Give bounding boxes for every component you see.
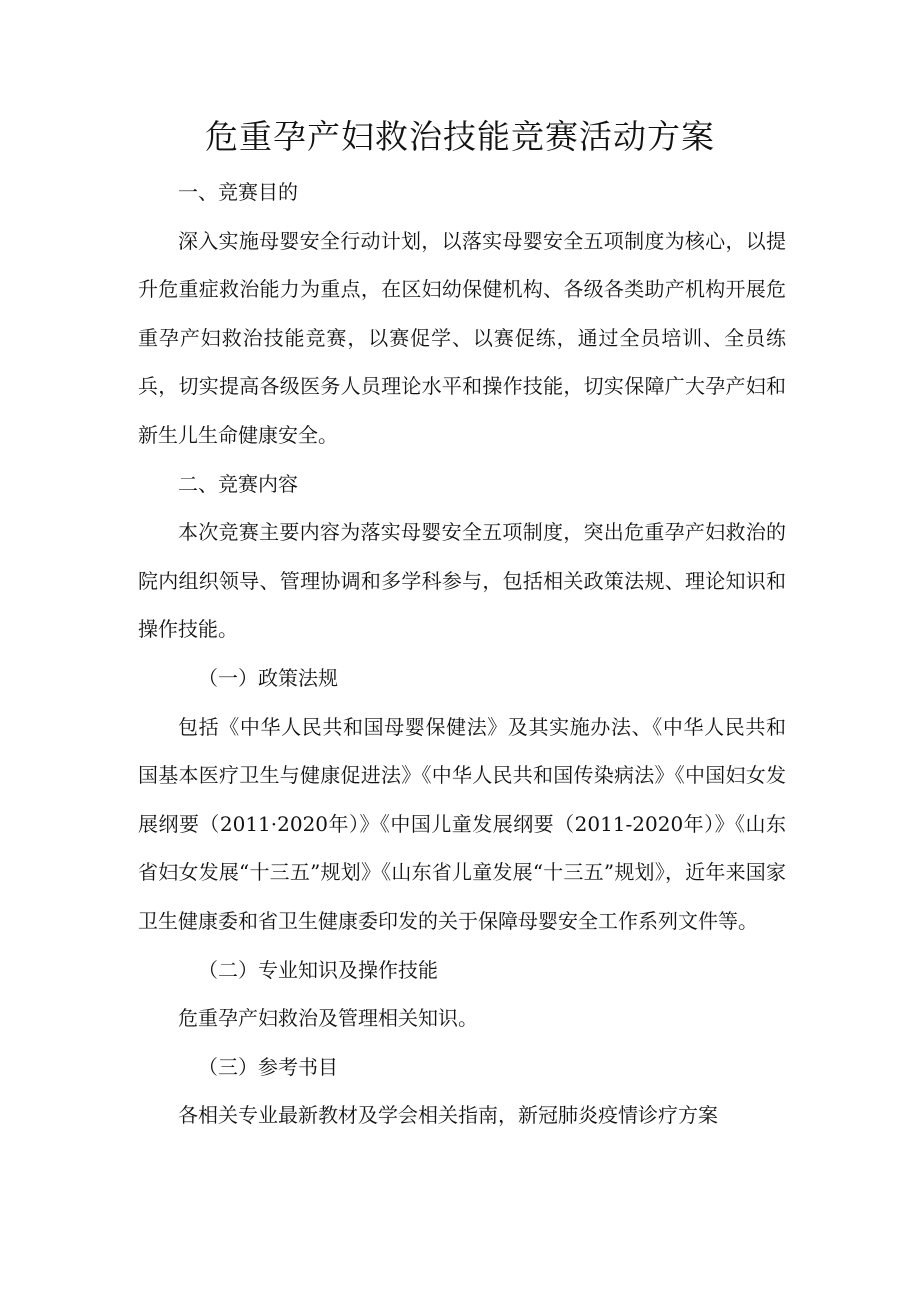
subsection-heading-references: （三）参考书目 bbox=[198, 1054, 338, 1079]
section-heading-content: 二、竞赛内容 bbox=[178, 471, 298, 496]
paragraph-purpose: 深入实施母婴安全行动计划，以落实母婴安全五项制度为核心，以提升危重症救治能力为重点，在区妇幼保健机构、各级各类助产机构开展危重孕产妇救治技能竞赛，以赛促学、以赛促练，通过全员培训、全员练兵，切实提高各级医务人员理论水平和操作技能，切实保障广大孕产妇和新生儿生命健康安全。 bbox=[138, 228, 786, 447]
document-title: 危重孕产妇救治技能竞赛活动方案 bbox=[205, 117, 715, 156]
paragraph-content: 本次竞赛主要内容为落实母婴安全五项制度，突出危重孕产妇救治的院内组织领导、管理协调和多学科参与，包括相关政策法规、理论知识和操作技能。 bbox=[138, 520, 786, 642]
subsection-heading-skills: （二）专业知识及操作技能 bbox=[198, 957, 438, 982]
subsection-heading-policy: （一）政策法规 bbox=[198, 665, 338, 690]
paragraph-references: 各相关专业最新教材及学会相关指南，新冠肺炎疫情诊疗方案 bbox=[178, 1103, 718, 1128]
document-body bbox=[138, 168, 786, 1140]
paragraph-policy: 包括《中华人民共和国母婴保健法》及其实施办法、《中华人民共和国基本医疗卫生与健康促进法》《中华人民共和国传染病法》《中国妇女发展纲要（2011·2020年）》《中国儿童发展纲要（2011-2020年）》《山东省妇女发展“十三五”规划》《山东省儿童发展“十三五”规划》，近年来国家卫生健康委和省卫生健康委印发的关于保障母婴安全工作系列文件等。 bbox=[138, 714, 786, 933]
section-heading-purpose: 一、竞赛目的 bbox=[178, 180, 298, 204]
paragraph-skills: 危重孕产妇救治及管理相关知识。 bbox=[178, 1006, 478, 1031]
